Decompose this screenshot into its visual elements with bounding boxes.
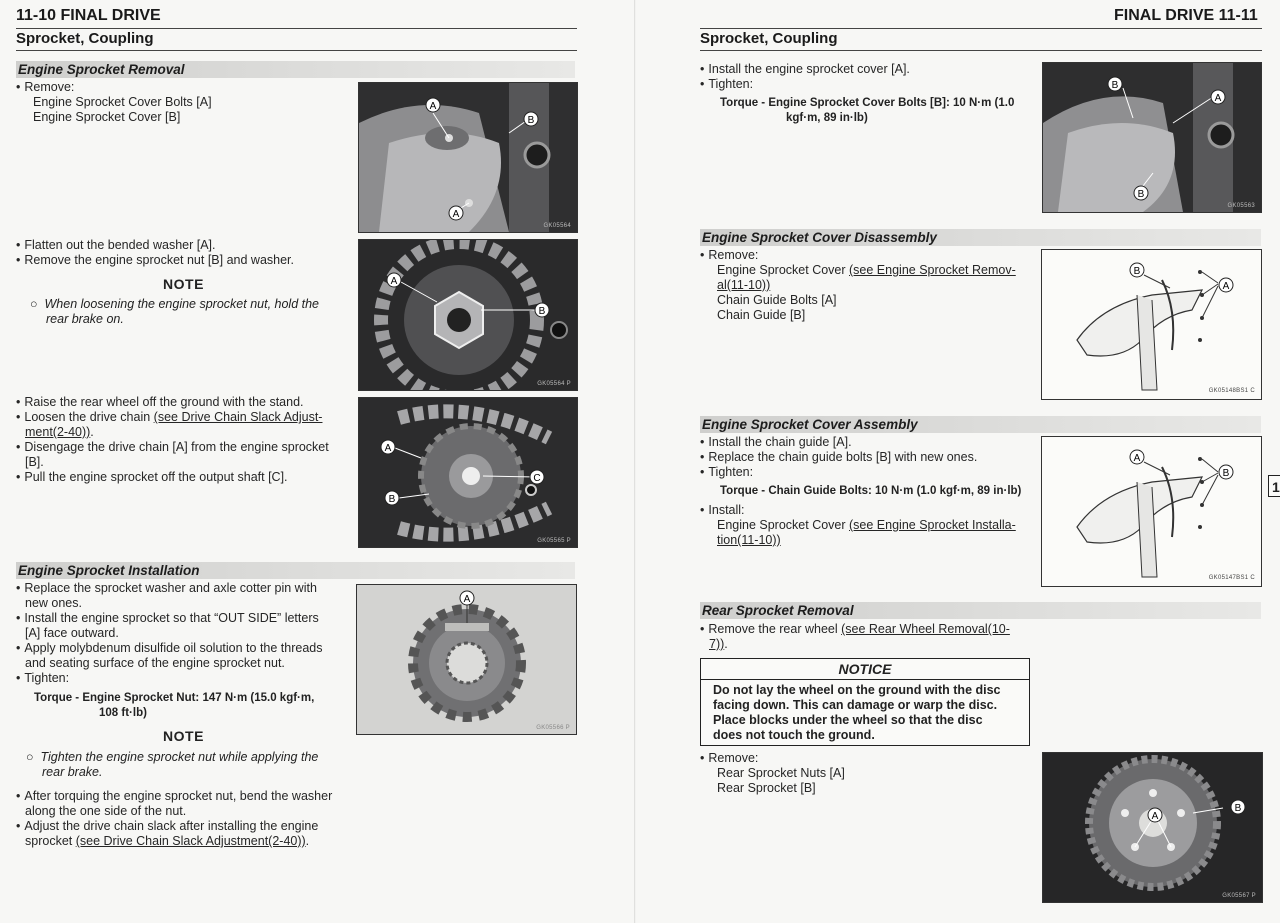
section-title-engine-sprocket-removal: Engine Sprocket Removal bbox=[16, 61, 575, 78]
list-item: Chain Guide [B] bbox=[717, 308, 806, 322]
rear-removal-step1 bbox=[700, 622, 1035, 652]
torque-spec bbox=[34, 691, 354, 721]
link-engine-sprocket-installation[interactable]: tion(11-10)) bbox=[717, 533, 781, 547]
page-number: 11-10 bbox=[16, 7, 57, 24]
link-rear-wheel-removal[interactable]: (see Rear Wheel Removal(10- bbox=[841, 622, 1010, 636]
bullet-item: • Install: bbox=[700, 503, 1035, 518]
callout-a: A bbox=[463, 594, 471, 605]
bullet-item: • Tighten: bbox=[700, 465, 1035, 480]
image-code: GK05563 bbox=[1227, 203, 1255, 209]
notice-box bbox=[700, 658, 1030, 746]
bullet-item: • Replace the sprocket washer and axle cotter pin with bbox=[16, 581, 352, 596]
photo-art bbox=[1043, 63, 1261, 212]
link-engine-sprocket-removal[interactable]: al(11-10)) bbox=[717, 278, 771, 292]
note-title: NOTE bbox=[163, 728, 204, 744]
image-code: GK05567 P bbox=[1222, 893, 1256, 899]
photo-engine-sprocket-nut bbox=[358, 239, 578, 391]
bullet-continuation: [B]. bbox=[25, 455, 44, 469]
bullet-continuation: [A] face outward. bbox=[25, 626, 119, 640]
notice-body bbox=[701, 680, 1029, 746]
assembly-install bbox=[700, 503, 1035, 548]
installation-final-steps bbox=[16, 789, 352, 849]
cover-install-steps bbox=[700, 62, 1035, 92]
bullet-item: • Install the chain guide [A]. bbox=[700, 435, 1035, 450]
right-page-header bbox=[1114, 7, 1258, 25]
removal-step3 bbox=[16, 395, 352, 485]
subheader-rule bbox=[16, 50, 577, 51]
photo-rear-sprocket bbox=[1042, 752, 1263, 903]
link-drive-chain-slack[interactable]: (see Drive Chain Slack Adjustment(2-40)) bbox=[75, 834, 306, 848]
image-code: GK05566 P bbox=[536, 725, 570, 731]
photo-art bbox=[357, 585, 576, 734]
list-item: Rear Sprocket Nuts [A] bbox=[717, 766, 845, 780]
diagram-chain-guide-assembly bbox=[1041, 436, 1262, 587]
callout-a: A bbox=[384, 443, 392, 454]
callout-a: A bbox=[1222, 281, 1230, 292]
callout-a: A bbox=[1151, 811, 1159, 822]
callout-a: A bbox=[1214, 93, 1222, 104]
note-line: ○ When loosening the engine sprocket nut, hold the bbox=[30, 297, 319, 311]
list-item: Engine Sprocket Cover (see Engine Sprocket Installa- bbox=[717, 518, 1016, 532]
link-drive-chain-slack[interactable]: (see Drive Chain Slack Adjust- bbox=[153, 410, 323, 424]
bullet-item: • Replace the chain guide bolts [B] with new ones. bbox=[700, 450, 1035, 465]
photo-art bbox=[359, 83, 577, 232]
bullet-item: • Install the engine sprocket cover [A]. bbox=[700, 62, 1035, 77]
bullet-continuation: sprocket (see Drive Chain Slack Adjustment(2-40)). bbox=[25, 834, 310, 848]
photo-art bbox=[359, 240, 577, 390]
note-body bbox=[26, 750, 346, 780]
image-code: GK05564 P bbox=[537, 381, 571, 387]
torque-spec bbox=[720, 484, 1040, 499]
callout-b: B bbox=[1222, 468, 1230, 479]
bullet-item: • Adjust the drive chain slack after installing the engine bbox=[16, 819, 352, 834]
bullet-item: • Tighten: bbox=[700, 77, 1035, 92]
section-title-engine-sprocket-installation: Engine Sprocket Installation bbox=[16, 562, 575, 579]
bullet-item: • Remove the rear wheel (see Rear Wheel Removal(10- bbox=[700, 622, 1035, 637]
bullet-remove: • Remove: bbox=[700, 751, 1035, 766]
section-subheader: Sprocket, Coupling bbox=[16, 30, 154, 47]
link-engine-sprocket-installation[interactable]: (see Engine Sprocket Installa- bbox=[849, 518, 1016, 532]
bullet-item: • Flatten out the bended washer [A]. bbox=[16, 238, 351, 253]
bullet-item: • Raise the rear wheel off the ground with the stand. bbox=[16, 395, 352, 410]
notice-line: Do not lay the wheel on the ground with the disc bbox=[713, 683, 1001, 697]
torque-line: Torque - Engine Sprocket Nut: 147 N·m (15.0 kgf·m, bbox=[34, 692, 315, 704]
bullet-continuation: along the one side of the nut. bbox=[25, 804, 187, 818]
bullet-item: • Tighten: bbox=[16, 671, 352, 686]
chapter-title: FINAL DRIVE bbox=[60, 7, 161, 24]
bullet-item: • Disengage the drive chain [A] from the engine sprocket bbox=[16, 440, 352, 455]
note-line: rear brake. bbox=[42, 765, 103, 779]
bullet-item: • Loosen the drive chain (see Drive Chain Slack Adjust- bbox=[16, 410, 352, 425]
callout-b: B bbox=[388, 494, 396, 505]
callout-b: B bbox=[527, 115, 535, 126]
left-page-header bbox=[16, 7, 161, 25]
list-item: Chain Guide Bolts [A] bbox=[717, 293, 837, 307]
callout-c: C bbox=[533, 473, 541, 484]
callout-b: B bbox=[1111, 80, 1119, 91]
image-code: GK05564 bbox=[543, 223, 571, 229]
link-drive-chain-slack[interactable]: ment(2-40)) bbox=[25, 425, 91, 439]
chapter-title: FINAL DRIVE bbox=[1114, 7, 1215, 24]
link-rear-wheel-removal[interactable]: 7)) bbox=[709, 637, 725, 651]
bullet-continuation: ment(2-40)). bbox=[25, 425, 94, 439]
section-title-rear-sprocket-removal: Rear Sprocket Removal bbox=[700, 602, 1261, 619]
disassembly-steps bbox=[700, 248, 1035, 323]
bullet-remove: • Remove: bbox=[700, 248, 1035, 263]
removal-step2 bbox=[16, 238, 351, 268]
photo-engine-sprocket-cover bbox=[358, 82, 578, 233]
notice-line: facing down. This can damage or warp the disc. bbox=[713, 698, 998, 712]
header-rule bbox=[700, 28, 1262, 29]
photo-engine-sprocket-chain bbox=[358, 397, 578, 548]
image-code: GK05147BS1 C bbox=[1208, 575, 1255, 581]
chapter-tab[interactable]: 1 bbox=[1268, 475, 1280, 497]
photo-art bbox=[359, 398, 577, 547]
diagram-art bbox=[1042, 250, 1261, 399]
diagram-chain-guide-removal bbox=[1041, 249, 1262, 400]
note-title: NOTE bbox=[163, 276, 204, 292]
torque-line: 108 ft·lb) bbox=[99, 707, 147, 719]
list-item: Rear Sprocket [B] bbox=[717, 781, 816, 795]
bullet-continuation: new ones. bbox=[25, 596, 82, 610]
installation-steps bbox=[16, 581, 352, 686]
link-engine-sprocket-removal[interactable]: (see Engine Sprocket Remov- bbox=[849, 263, 1016, 277]
note-line: rear brake on. bbox=[46, 312, 124, 326]
photo-art bbox=[1043, 753, 1262, 902]
note-line: ○ Tighten the engine sprocket nut while applying the bbox=[26, 750, 319, 764]
section-title-cover-assembly: Engine Sprocket Cover Assembly bbox=[700, 416, 1261, 433]
list-item-continuation bbox=[700, 533, 1035, 548]
bullet-item: • Remove the engine sprocket nut [B] and washer. bbox=[16, 253, 351, 268]
section-subheader: Sprocket, Coupling bbox=[700, 30, 838, 47]
list-item-continuation bbox=[700, 278, 1035, 293]
header-rule bbox=[16, 28, 577, 29]
callout-a: A bbox=[1133, 453, 1141, 464]
list-item: Engine Sprocket Cover (see Engine Sprocket Remov- bbox=[717, 263, 1016, 277]
bullet-continuation: and seating surface of the engine sprocket nut. bbox=[25, 656, 285, 670]
callout-a: A bbox=[452, 209, 460, 220]
page-number: 11-11 bbox=[1218, 7, 1258, 24]
photo-engine-sprocket-cover-installed bbox=[1042, 62, 1262, 213]
list-item: Engine Sprocket Cover Bolts [A] bbox=[33, 95, 212, 109]
callout-a: A bbox=[390, 276, 398, 287]
callout-b: B bbox=[1234, 803, 1242, 814]
callout-b: B bbox=[1137, 189, 1145, 200]
section-title-cover-disassembly: Engine Sprocket Cover Disassembly bbox=[700, 229, 1261, 246]
image-code: GK05565 P bbox=[537, 538, 571, 544]
bullet-item: • Pull the engine sprocket off the output shaft [C]. bbox=[16, 470, 352, 485]
rear-removal-step2 bbox=[700, 751, 1035, 796]
note-body bbox=[30, 297, 350, 327]
torque-spec bbox=[720, 96, 1040, 126]
callout-b: B bbox=[538, 306, 546, 317]
notice-line: does not touch the ground. bbox=[713, 728, 875, 742]
bullet-item: • Apply molybdenum disulfide oil solution to the threads bbox=[16, 641, 352, 656]
callout-b: B bbox=[1133, 266, 1141, 277]
bullet-item: • After torquing the engine sprocket nut, bend the washer bbox=[16, 789, 352, 804]
bullet-continuation: 7)). bbox=[709, 637, 728, 651]
subheader-rule bbox=[700, 50, 1262, 51]
notice-line: Place blocks under the wheel so that the disc bbox=[713, 713, 983, 727]
diagram-art bbox=[1042, 437, 1261, 586]
removal-step1 bbox=[16, 80, 346, 125]
torque-line: Torque - Chain Guide Bolts: 10 N·m (1.0 kgf·m, 89 in·lb) bbox=[720, 485, 1022, 497]
image-code: GK05148BS1 C bbox=[1208, 388, 1255, 394]
bullet-remove: • Remove: bbox=[16, 80, 346, 95]
list-item: Engine Sprocket Cover [B] bbox=[33, 110, 181, 124]
notice-title: NOTICE bbox=[701, 659, 1029, 680]
photo-engine-sprocket bbox=[356, 584, 577, 735]
bullet-item: • Install the engine sprocket so that “OUT SIDE” letters bbox=[16, 611, 352, 626]
assembly-steps bbox=[700, 435, 1035, 480]
callout-a: A bbox=[429, 101, 437, 112]
torque-line: Torque - Engine Sprocket Cover Bolts [B]: 10 N·m (1.0 bbox=[720, 97, 1015, 109]
torque-line: kgf·m, 89 in·lb) bbox=[786, 112, 868, 124]
